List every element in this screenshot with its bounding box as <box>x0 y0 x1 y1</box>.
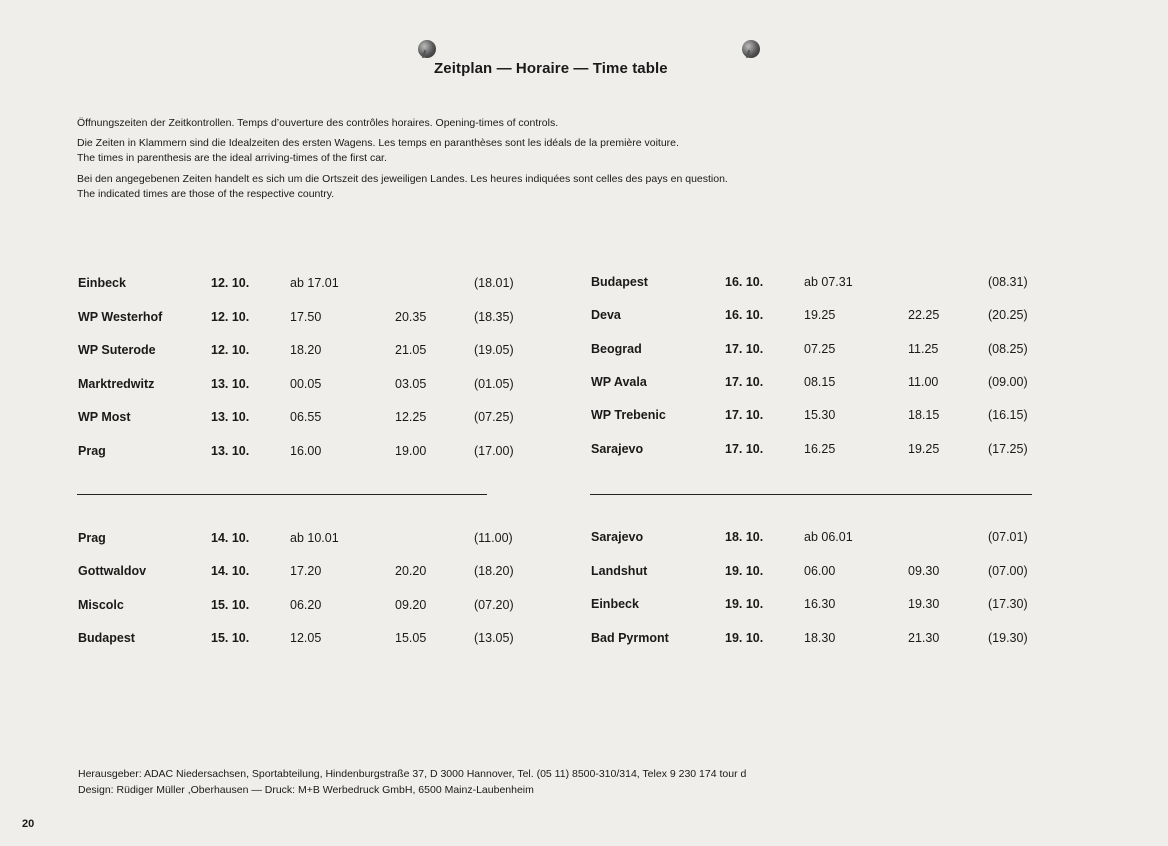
cell-city: Miscolc <box>78 598 124 612</box>
cell-ideal: (08.25) <box>988 342 1028 356</box>
cell-city: WP Most <box>78 410 131 424</box>
cell-t2: 09.30 <box>908 564 940 578</box>
cell-date: 12. 10. <box>211 343 250 357</box>
cell-city: Landshut <box>591 564 648 578</box>
cell-ideal: (07.25) <box>474 410 514 424</box>
cell-t1: 07.25 <box>804 342 836 356</box>
cell-date: 18. 10. <box>725 530 764 544</box>
cell-t1: 19.25 <box>804 308 836 322</box>
cell-date: 19. 10. <box>725 631 764 645</box>
cell-ideal: (17.00) <box>474 444 514 458</box>
cell-ideal: (08.31) <box>988 275 1028 289</box>
cell-t1: 18.20 <box>290 343 322 357</box>
cell-t1: 00.05 <box>290 377 322 391</box>
cell-t2: 19.30 <box>908 597 940 611</box>
cell-date: 19. 10. <box>725 564 764 578</box>
intro-line: The indicated times are those of the respective country. <box>77 188 335 200</box>
imprint <box>78 766 746 798</box>
cell-date: 15. 10. <box>211 631 250 645</box>
cell-t2: 19.25 <box>908 442 940 456</box>
cell-ideal: (13.05) <box>474 631 514 645</box>
cell-t1: 16.00 <box>290 444 322 458</box>
cell-ideal: (07.00) <box>988 564 1028 578</box>
cell-ideal: (19.05) <box>474 343 514 357</box>
cell-date: 12. 10. <box>211 276 250 290</box>
page-title: Zeitplan — Horaire — Time table <box>434 60 668 77</box>
cell-date: 12. 10. <box>211 310 250 324</box>
cell-date: 16. 10. <box>725 275 764 289</box>
cell-date: 19. 10. <box>725 597 764 611</box>
cell-city: Marktredwitz <box>78 377 155 391</box>
cell-date: 13. 10. <box>211 377 250 391</box>
cell-city: Prag <box>78 531 106 545</box>
cell-t1: 18.30 <box>804 631 836 645</box>
cell-t1: ab 07.31 <box>804 275 853 289</box>
cell-ideal: (16.15) <box>988 408 1028 422</box>
cell-city: WP Trebenic <box>591 408 666 422</box>
cell-ideal: (01.05) <box>474 377 514 391</box>
cell-city: WP Suterode <box>78 343 156 357</box>
cell-date: 17. 10. <box>725 408 764 422</box>
cell-date: 17. 10. <box>725 375 764 389</box>
cell-ideal: (11.00) <box>474 531 513 545</box>
cell-t1: 17.20 <box>290 564 322 578</box>
cell-t1: 06.20 <box>290 598 322 612</box>
cell-t2: 21.30 <box>908 631 940 645</box>
cell-t1: 12.05 <box>290 631 322 645</box>
cell-t2: 20.20 <box>395 564 427 578</box>
cell-city: Sarajevo <box>591 530 644 544</box>
cell-city: Beograd <box>591 342 642 356</box>
cell-t2: 03.05 <box>395 377 427 391</box>
cell-date: 17. 10. <box>725 342 764 356</box>
cell-t1: 16.25 <box>804 442 836 456</box>
cell-t2: 12.25 <box>395 410 427 424</box>
cell-t1: 06.00 <box>804 564 836 578</box>
section-divider <box>590 494 1032 495</box>
cell-date: 14. 10. <box>211 564 250 578</box>
cell-t2: 11.00 <box>908 375 939 389</box>
cell-city: Bad Pyrmont <box>591 631 669 645</box>
cell-city: WP Westerhof <box>78 310 163 324</box>
cell-city: Sarajevo <box>591 442 644 456</box>
cell-date: 13. 10. <box>211 444 250 458</box>
pushpin-icon <box>418 40 436 58</box>
intro-line: The times in parenthesis are the ideal arriving-times of the first car. <box>77 152 387 164</box>
intro-line: Bei den angegebenen Zeiten handelt es sich um die Ortszeit des jeweiligen Landes. Les heures indiquées sont celles des pays en question. <box>77 173 728 185</box>
cell-ideal: (09.00) <box>988 375 1028 389</box>
cell-t2: 19.00 <box>395 444 427 458</box>
cell-city: Deva <box>591 308 621 322</box>
cell-city: Prag <box>78 444 106 458</box>
cell-t2: 20.35 <box>395 310 427 324</box>
cell-date: 15. 10. <box>211 598 250 612</box>
cell-ideal: (07.01) <box>988 530 1028 544</box>
cell-ideal: (17.30) <box>988 597 1028 611</box>
cell-ideal: (17.25) <box>988 442 1028 456</box>
cell-t2: 22.25 <box>908 308 940 322</box>
cell-t2: 09.20 <box>395 598 427 612</box>
cell-date: 17. 10. <box>725 442 764 456</box>
cell-t1: 15.30 <box>804 408 836 422</box>
cell-t2: 15.05 <box>395 631 427 645</box>
cell-t1: ab 10.01 <box>290 531 339 545</box>
design-line: Design: Rüdiger Müller ,Oberhausen — Druck: M+B Werbedruck GmbH, 6500 Mainz-Laubenheim <box>78 784 534 796</box>
cell-city: Budapest <box>78 631 135 645</box>
cell-date: 16. 10. <box>725 308 764 322</box>
cell-t2: 11.25 <box>908 342 939 356</box>
cell-t1: 16.30 <box>804 597 836 611</box>
cell-city: WP Avala <box>591 375 647 389</box>
cell-t1: ab 06.01 <box>804 530 853 544</box>
cell-ideal: (20.25) <box>988 308 1028 322</box>
cell-city: Budapest <box>591 275 648 289</box>
cell-t1: ab 17.01 <box>290 276 339 290</box>
cell-ideal: (18.35) <box>474 310 514 324</box>
pushpin-icon <box>742 40 760 58</box>
cell-t2: 21.05 <box>395 343 427 357</box>
page-number: 20 <box>22 818 35 830</box>
cell-city: Gottwaldov <box>78 564 147 578</box>
cell-ideal: (19.30) <box>988 631 1028 645</box>
cell-date: 13. 10. <box>211 410 250 424</box>
section-divider <box>77 494 487 495</box>
cell-ideal: (18.20) <box>474 564 514 578</box>
cell-city: Einbeck <box>591 597 639 611</box>
cell-t1: 06.55 <box>290 410 322 424</box>
cell-t1: 08.15 <box>804 375 836 389</box>
cell-date: 14. 10. <box>211 531 250 545</box>
cell-city: Einbeck <box>78 276 126 290</box>
publisher-line: Herausgeber: ADAC Niedersachsen, Sportabteilung, Hindenburgstraße 37, D 3000 Hannover, Tel. (05 11) 8500-310/314, Telex 9 230 174 tour d <box>78 768 747 780</box>
intro-line: Öffnungszeiten der Zeitkontrollen. Temps d’ouverture des contrôles horaires. Opening-times of controls. <box>77 117 559 129</box>
cell-ideal: (07.20) <box>474 598 514 612</box>
cell-t1: 17.50 <box>290 310 322 324</box>
intro-line: Die Zeiten in Klammern sind die Idealzeiten des ersten Wagens. Les temps en paranthèses sont les idéals de la première voiture. <box>77 137 679 149</box>
cell-ideal: (18.01) <box>474 276 514 290</box>
cell-t2: 18.15 <box>908 408 940 422</box>
